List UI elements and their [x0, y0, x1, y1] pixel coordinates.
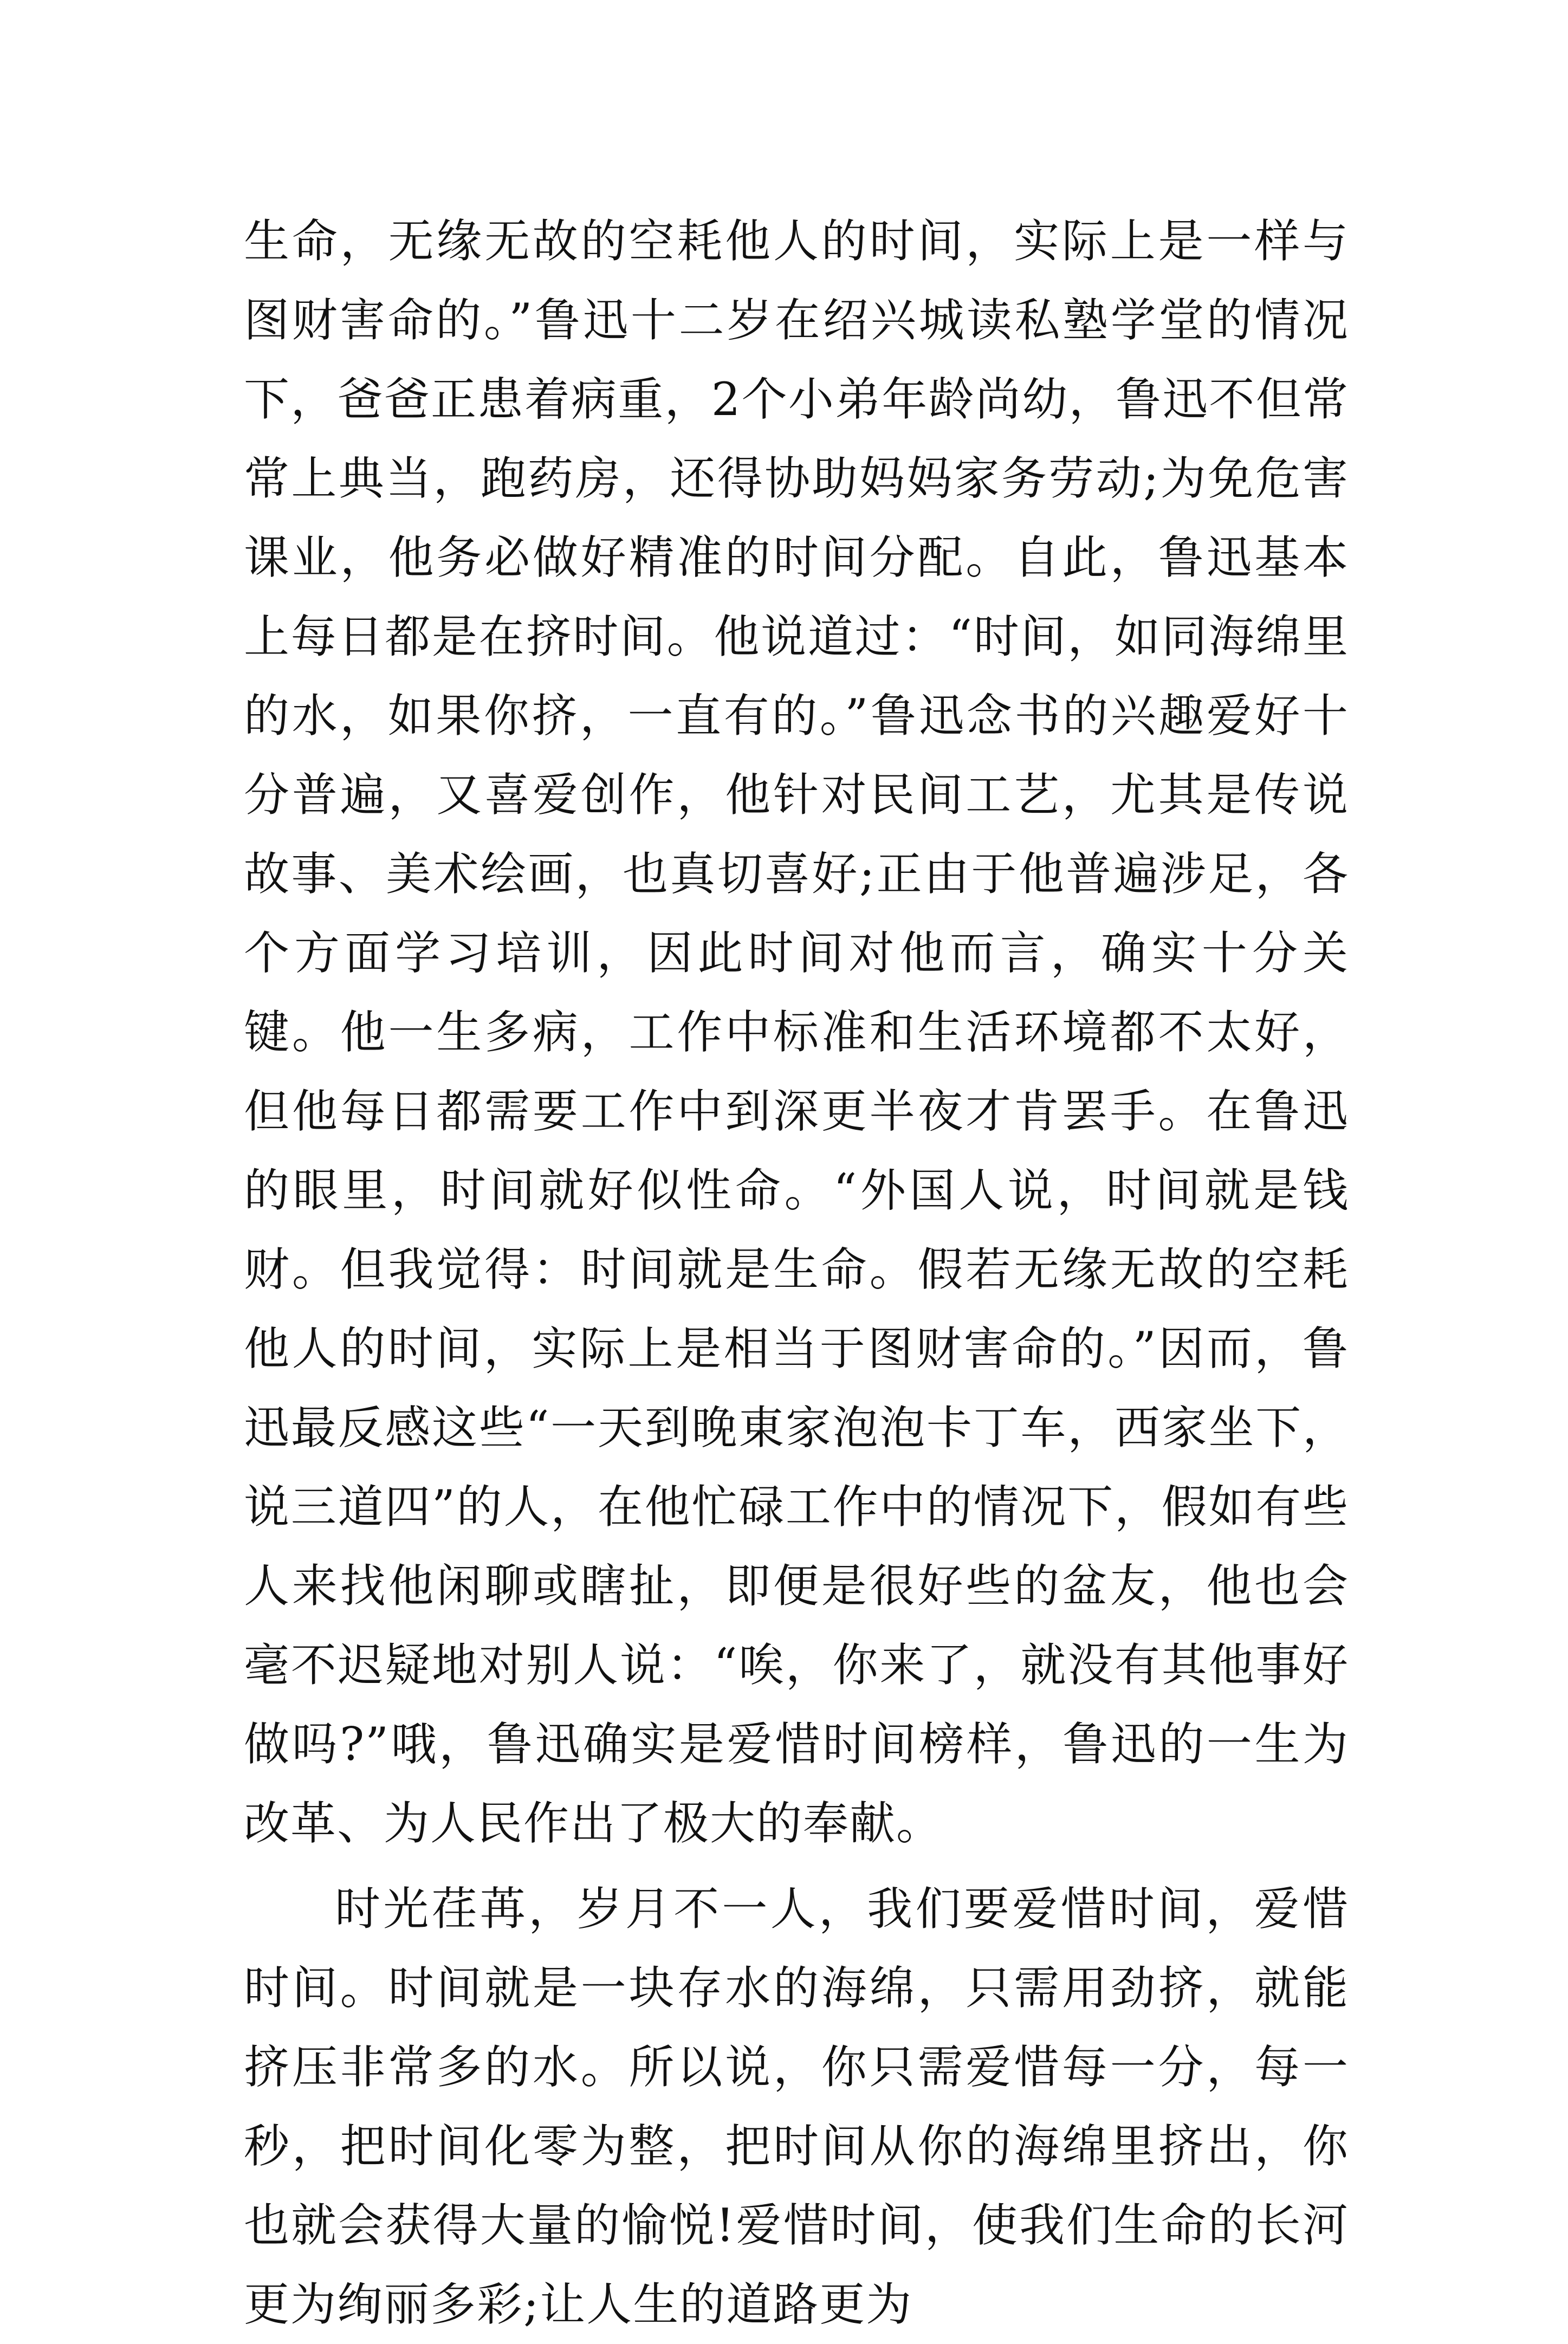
- paragraph-2: 时光荏苒，岁月不一人，我们要爱惜时间，爱惜时间。时间就是一块存水的海绵，只需用劲挤，就能挤压非常多的水。所以说，你只需爱惜每一分，每一秒，把时间化零为整，把时间从你的海绵里挤出，你也就会获得大量的愉悦!爱惜时间，使我们生命的长河更为绚丽多彩;让人生的道路更为: [244, 1882, 1349, 2331]
- body-text: [244, 202, 1349, 2344]
- paragraph-1: 生命，无缘无故的空耗他人的时间，实际上是一样与图财害命的。”鲁迅十二岁在绍兴城读私塾学堂的情况下，爸爸正患着病重，2个小弟年龄尚幼，鲁迅不但常常上典当，跑药房，还得协助妈妈家务劳动;为免危害课业，他务必做好精准的时间分配。自此，鲁迅基本上每日都是在挤时间。他说道过：“时间，如同海绵里的水，如果你挤，一直有的。”鲁迅念书的兴趣爱好十分普遍，又喜爱创作，他针对民间工艺，尤其是传说故事、美术绘画，也真切喜好;正由于他普遍涉足，各个方面学习培训，因此时间对他而言，确实十分关键。他一生多病，工作中标准和生活环境都不太好，但他每日都需要工作中到深更半夜才肯罢手。在鲁迅的眼里，时间就好似性命。“外国人说，时间就是钱财。但我觉得：时间就是生命。假若无缘无故的空耗他人的时间，实际上是相当于图财害命的。”因而，鲁迅最反感这些“一天到晚東家泡泡卡丁车，西家坐下，说三道四”的人，在他忙碌工作中的情况下，假如有些人来找他闲聊或瞎扯，即便是很好些的盆友，他也会毫不迟疑地对别人说：“唉，你来了，就没有其他事好做吗?”哦，鲁迅确实是爱惜时间榜样，鲁迅的一生为改革、为人民作出了极大的奉献。: [244, 215, 1349, 1850]
